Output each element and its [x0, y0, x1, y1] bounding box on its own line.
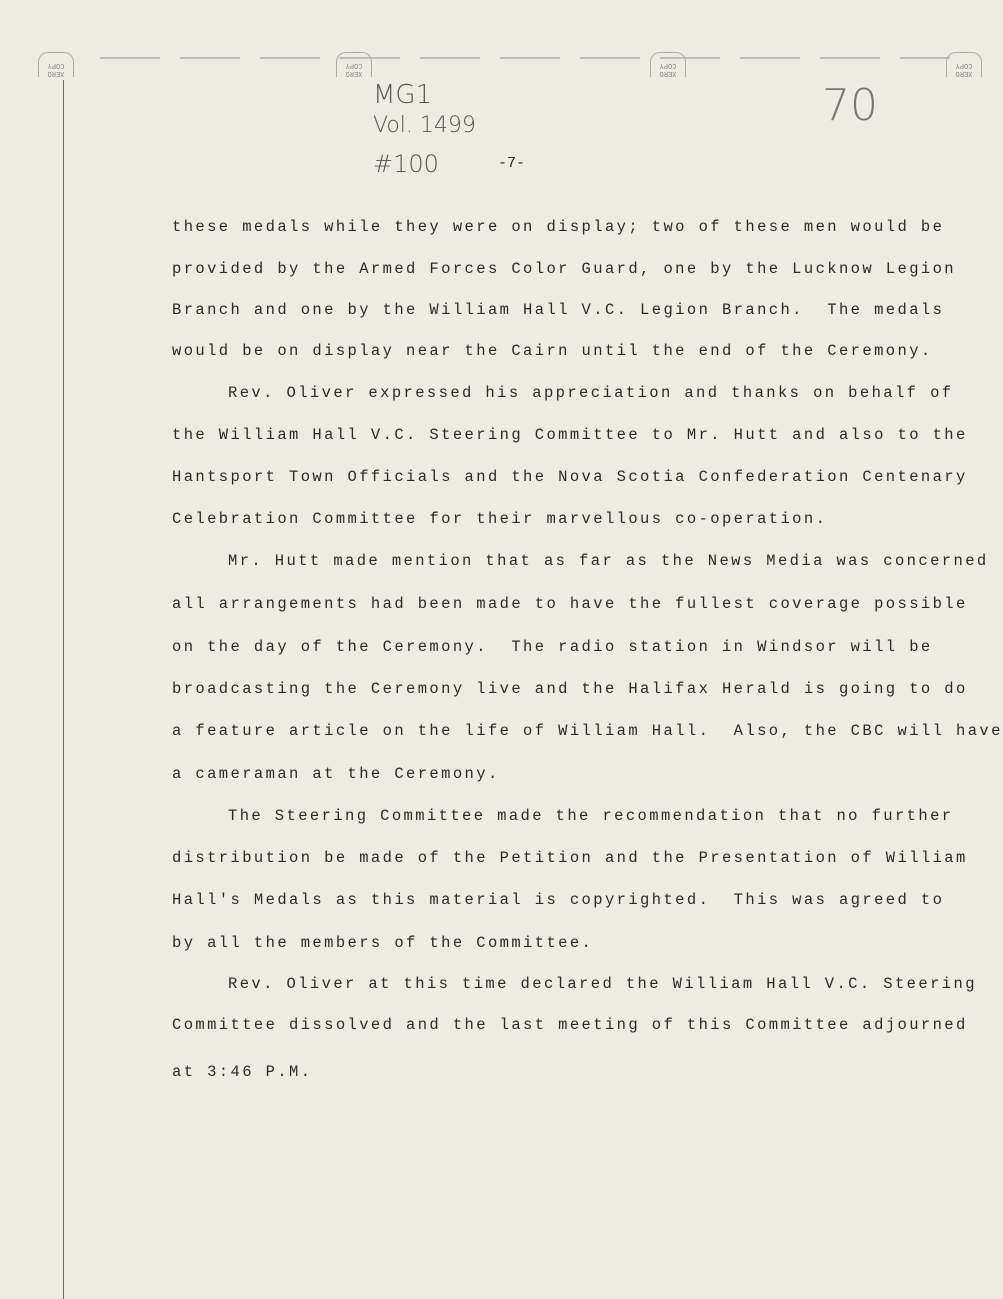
handwritten-collection: MG1: [373, 80, 433, 110]
text-line: distribution be made of the Petition and the Presentation of William: [172, 849, 968, 867]
text-line: a feature article on the life of William Hall. Also, the CBC will have: [172, 722, 1003, 740]
text-line: broadcasting the Ceremony live and the Halifax Herald is going to do: [172, 680, 968, 698]
xero-copy-stamp: XERO COPY: [650, 52, 686, 77]
xero-copy-stamp: XERO COPY: [946, 52, 982, 77]
text-line: Branch and one by the William Hall V.C. Legion Branch. The medals: [172, 301, 945, 319]
handwritten-volume: Vol. 1499: [373, 113, 476, 138]
text-line: a cameraman at the Ceremony.: [172, 765, 500, 783]
text-line: Committee dissolved and the last meeting of this Committee adjourned: [172, 1016, 968, 1034]
text-line: Rev. Oliver expressed his appreciation and thanks on behalf of: [228, 384, 954, 402]
text-line: Rev. Oliver at this time declared the William Hall V.C. Steering: [228, 975, 977, 993]
top-edge-line: [100, 57, 950, 59]
page-number: -7-: [498, 155, 526, 172]
text-line: Celebration Committee for their marvellous co-operation.: [172, 510, 828, 528]
xero-copy-stamp: XERO COPY: [38, 52, 74, 77]
text-line: all arrangements had been made to have the fullest coverage possible: [172, 595, 968, 613]
text-line: Hall's Medals as this material is copyrighted. This was agreed to: [172, 891, 945, 909]
margin-line: [63, 80, 64, 1299]
text-line: by all the members of the Committee.: [172, 934, 594, 952]
text-line: would be on display near the Cairn until the end of the Ceremony.: [172, 342, 933, 360]
xero-copy-stamp: XERO COPY: [336, 52, 372, 77]
text-line: at 3:46 P.M.: [172, 1063, 313, 1081]
text-line: Hantsport Town Officials and the Nova Scotia Confederation Centenary: [172, 468, 968, 486]
text-line: provided by the Armed Forces Color Guard, one by the Lucknow Legion: [172, 260, 957, 278]
text-line: the William Hall V.C. Steering Committee to Mr. Hutt and also to the: [172, 426, 968, 444]
text-line: on the day of the Ceremony. The radio station in Windsor will be: [172, 638, 933, 656]
text-line: The Steering Committee made the recommendation that no further: [228, 807, 954, 825]
handwritten-folio: 70: [822, 80, 878, 131]
text-line: these medals while they were on display; two of these men would be: [172, 218, 945, 236]
handwritten-item: #100: [373, 150, 439, 178]
text-line: Mr. Hutt made mention that as far as the News Media was concerned: [228, 552, 989, 570]
